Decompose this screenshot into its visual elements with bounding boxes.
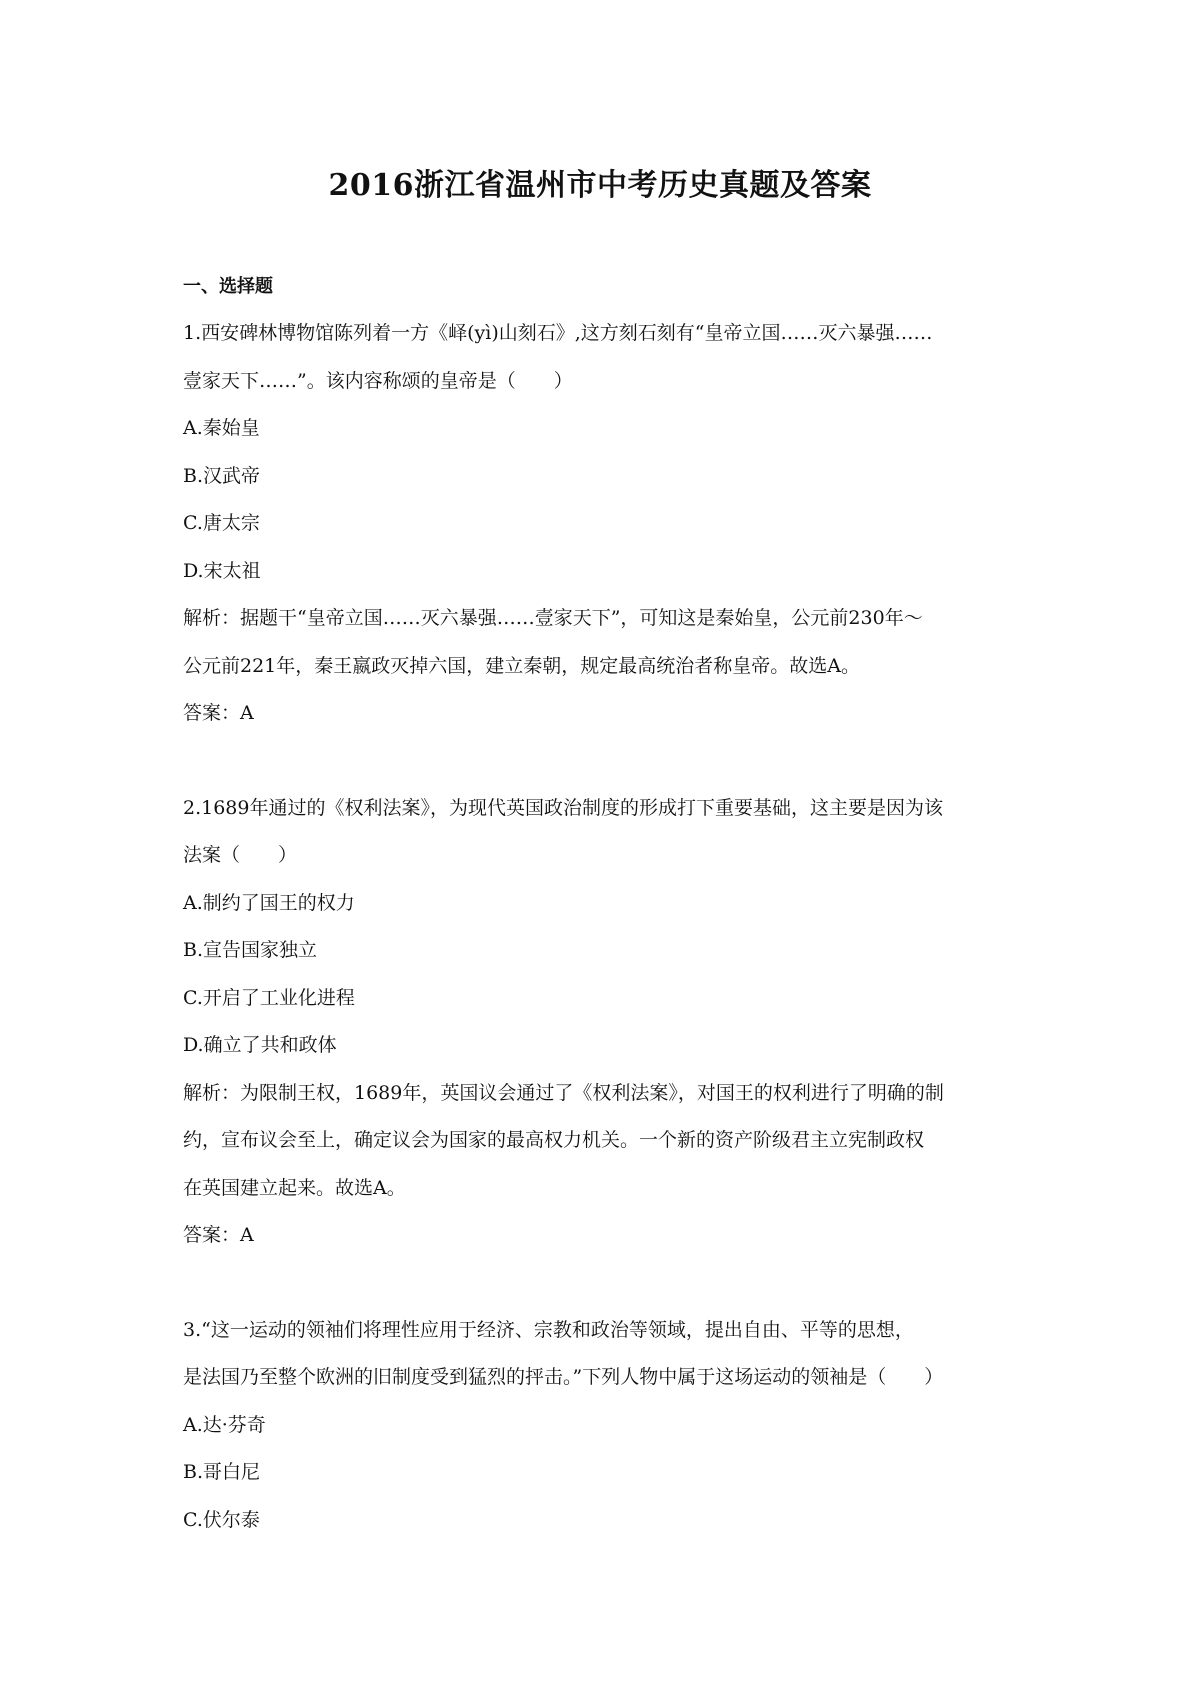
question-3 xyxy=(183,1307,1023,1545)
option-d: D.宋太祖 xyxy=(183,559,261,582)
option-c: C.开启了工业化进程 xyxy=(183,986,355,1009)
answer: 答案：A xyxy=(183,702,254,724)
option-a: A.秦始皇 xyxy=(183,417,260,439)
option-a: A.达·芬奇 xyxy=(183,1413,266,1436)
question-stem-line: 1.西安碑林博物馆陈列着一方《峄(yì)山刻石》,这方刻石刻有“皇帝立国……灭六暴强…… xyxy=(183,322,933,344)
question-2 xyxy=(183,785,1023,1260)
analysis-line: 在英国建立起来。故选A。 xyxy=(183,1176,406,1199)
option-d: D.确立了共和政体 xyxy=(183,1034,337,1056)
analysis-line: 公元前221年，秦王嬴政灭掉六国，建立秦朝，规定最高统治者称皇帝。故选A。 xyxy=(183,654,860,677)
document-body xyxy=(183,272,1023,1544)
option-c: C.伏尔泰 xyxy=(183,1508,260,1531)
analysis-line: 解析：据题干“皇帝立国……灭六暴强……壹家天下”，可知这是秦始皇，公元前230年～ xyxy=(183,607,923,629)
option-c: C.唐太宗 xyxy=(183,512,260,534)
question-stem-line: 2.1689年通过的《权利法案》，为现代英国政治制度的形成打下重要基础，这主要是因为该 xyxy=(183,796,943,819)
question-stem-line: 法案（ ） xyxy=(183,844,298,866)
question-stem-line: 壹家天下……”。该内容称颂的皇帝是（ ） xyxy=(183,369,573,392)
option-a: A.制约了国王的权力 xyxy=(183,891,355,914)
question-1 xyxy=(183,310,1023,738)
analysis-line: 约，宣布议会至上，确定议会为国家的最高权力机关。一个新的资产阶级君主立宪制政权 xyxy=(183,1129,925,1151)
question-stem-line: 3.“这一运动的领袖们将理性应用于经济、宗教和政治等领域，提出自由、平等的思想， xyxy=(183,1318,914,1341)
answer: 答案：A xyxy=(183,1224,254,1246)
question-stem-line: 是法国乃至整个欧洲的旧制度受到猛烈的抨击。”下列人物中属于这场运动的领袖是（ ） xyxy=(183,1366,944,1388)
option-b: B.汉武帝 xyxy=(183,464,261,487)
option-b: B.宣告国家独立 xyxy=(183,939,318,961)
analysis-line: 解析：为限制王权，1689年，英国议会通过了《权利法案》，对国王的权利进行了明确的制 xyxy=(183,1081,944,1104)
section-heading: 一、选择题 xyxy=(183,276,273,297)
document-title: 2016浙江省温州市中考历史真题及答案 xyxy=(328,168,872,203)
option-b: B.哥白尼 xyxy=(183,1461,261,1483)
